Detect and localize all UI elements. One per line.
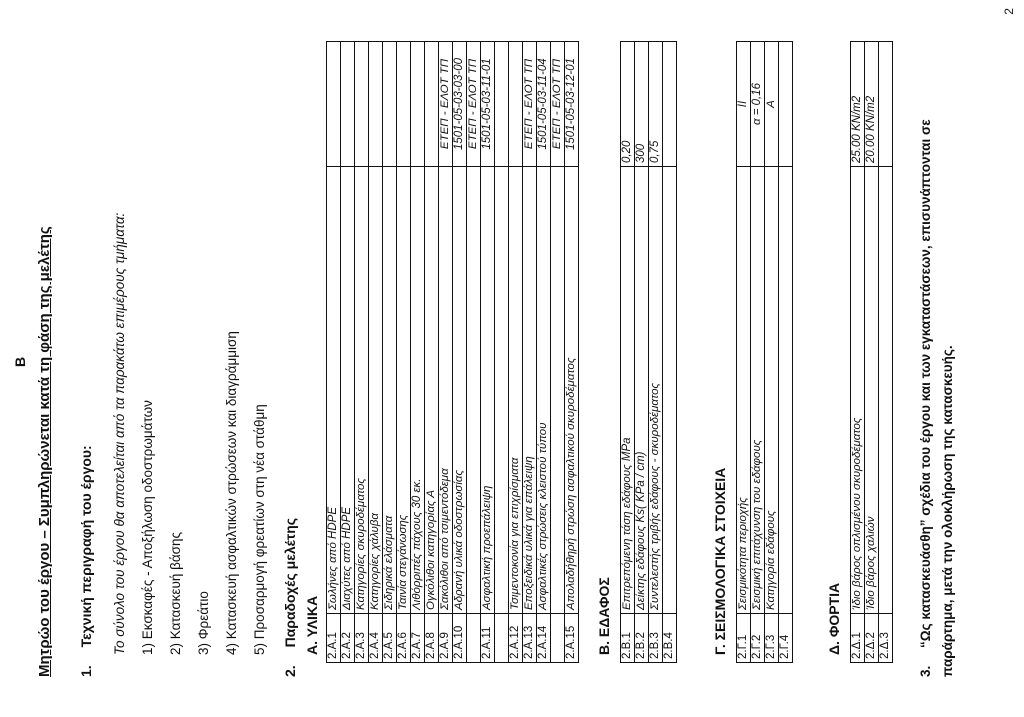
page-title: Μητρώο του έργου – Συμπληρώνεται κατά τη φάση της μελέτης <box>36 226 53 677</box>
section-3-line-1: “Ως κατασκευάσθη” σχέδια του έργου και των εγκαταστάσεων, επισυνάπτονται σε <box>918 119 933 648</box>
table-cell-val: 1501-05-03-11-04 <box>537 42 551 167</box>
materials-heading: Α. ΥΛΙΚΑ <box>304 595 320 655</box>
table-row <box>565 42 579 663</box>
table-row <box>383 42 397 663</box>
table-cell-val <box>397 42 411 167</box>
table-row <box>439 42 453 663</box>
table-row <box>481 42 495 663</box>
section-3 <box>918 119 933 677</box>
section-3-number: 3. <box>918 665 933 677</box>
table-cell-code: 2.Α.3 <box>355 614 369 663</box>
table-row <box>551 42 565 663</box>
section-1-item: 5) Προσαρμογή φρεατίων στη νέα στάθμη <box>252 404 267 655</box>
table-cell-desc: Κατηγορία εδάφους <box>765 167 779 614</box>
table-cell-code: 2.Α.2 <box>341 614 355 663</box>
table-cell-code: 2.Α.15 <box>565 614 579 663</box>
table-cell-val <box>779 42 793 167</box>
table-cell-val: α = 0,16 <box>751 42 765 167</box>
table-cell-val <box>663 42 677 167</box>
section-1-item: 1) Εκσκαφές - Αποξήλωση οδοστρωμάτων <box>140 400 155 655</box>
table-cell-code: 2.Α.9 <box>439 614 453 663</box>
section-2-heading <box>282 518 298 677</box>
table-cell-val: 20.00 KN/m2 <box>865 42 879 167</box>
loads-heading: Δ. ΦΟΡΤΙΑ <box>826 582 842 655</box>
table-cell-val <box>383 42 397 167</box>
table-cell-code: 2.Δ.3 <box>879 614 893 663</box>
table-cell-val: 25.00 KN/m2 <box>851 42 865 167</box>
table-row <box>649 42 663 663</box>
table-row <box>453 42 467 663</box>
table-cell-val: 0,20 <box>621 42 635 167</box>
table-cell-desc: Τσιμεντοκονία για επιχρίσματα <box>509 167 523 614</box>
table-cell-val <box>355 42 369 167</box>
table-cell-code: 2.Γ.4 <box>779 614 793 663</box>
table-cell-val: 1501-05-03-11-01 <box>481 42 495 167</box>
table-row <box>523 42 537 663</box>
table-row <box>635 42 649 663</box>
table-row <box>509 42 523 663</box>
table-cell-desc: Δείκτης εδάφους Ks( KPa / cm) <box>635 167 649 614</box>
table-cell-code: 2.Α.1 <box>327 614 341 663</box>
table-cell-code: 2.Α.11 <box>481 614 495 663</box>
table-cell-val <box>327 42 341 167</box>
table-cell-val <box>411 42 425 167</box>
table-cell-desc: Ίδιο βάρος οπλισμένου σκυροδέματος <box>851 167 865 614</box>
table-cell-desc: Λιθόρριπές πάχους 30 εκ. <box>411 167 425 614</box>
table-cell-val: 1501-05-03-03-00 <box>453 42 467 167</box>
table-cell-desc: Σεισμικότητα περιοχής <box>737 167 751 614</box>
table-cell-code: 2.Δ.2 <box>865 614 879 663</box>
table-cell-code <box>467 614 481 663</box>
table-cell-val <box>495 42 509 167</box>
table-cell-val: 1501-05-03-12-01 <box>565 42 579 167</box>
table-row <box>737 42 751 663</box>
table-cell-val <box>341 42 355 167</box>
table-cell-code: 2.Β.2 <box>635 614 649 663</box>
table-cell-code: 2.Α.5 <box>383 614 397 663</box>
table-cell-val <box>879 42 893 167</box>
table-row <box>425 42 439 663</box>
table-cell-code: 2.Γ.3 <box>765 614 779 663</box>
table-cell-code: 2.Α.4 <box>369 614 383 663</box>
table-cell-desc <box>551 167 565 614</box>
table-cell-val: Α <box>765 42 779 167</box>
section-1-item: 2) Κατασκευή βάσης <box>168 531 183 655</box>
table-cell-desc: Συντελεστής τριβής εδάφους - σκυροδέματος <box>649 167 663 614</box>
table-row <box>537 42 551 663</box>
seismic-heading: Γ. ΣΕΙΣΜΟΛΟΓΙΚΑ ΣΤΟΙΧΕΙΑ <box>712 467 728 655</box>
table-cell-code <box>551 614 565 663</box>
section-1-title: Τεχνική περιγραφή του έργου: <box>78 445 94 648</box>
table-row <box>467 42 481 663</box>
table-row <box>621 42 635 663</box>
table-cell-code: 2.Β.4 <box>663 614 677 663</box>
table-cell-desc: Σεισμική επιτάχυνση του εδάφους <box>751 167 765 614</box>
table-cell-desc: Ασφαλτική προεπάλειψη <box>481 167 495 614</box>
table-row <box>341 42 355 663</box>
table-cell-code: 2.Α.8 <box>425 614 439 663</box>
table-row <box>397 42 411 663</box>
table-cell-desc: Κατηγορίες σκυροδέματος <box>355 167 369 614</box>
table-row <box>327 42 341 663</box>
section-letter: B <box>12 356 28 367</box>
table-row <box>663 42 677 663</box>
section-1-intro: Το σύνολο του έργου θα αποτελείται από τα παρακάτω επιμέρους τμήματα: <box>112 212 127 655</box>
table-cell-val: II <box>737 42 751 167</box>
table-cell-val: ΕΤΕΠ - ΕΛΟΤ ΤΠ <box>439 42 453 167</box>
materials-table <box>326 41 579 663</box>
table-cell-val <box>425 42 439 167</box>
table-cell-code: 2.Γ.2 <box>751 614 765 663</box>
table-cell-desc <box>663 167 677 614</box>
table-cell-code <box>495 614 509 663</box>
table-cell-desc: Σακόλιθοι από τσιμεντόδεμα <box>439 167 453 614</box>
table-cell-desc <box>467 167 481 614</box>
table-cell-val: 300 <box>635 42 649 167</box>
soil-table <box>620 41 677 663</box>
loads-table <box>850 41 893 663</box>
page-number: 2 <box>1002 8 1016 15</box>
table-row <box>369 42 383 663</box>
table-row <box>751 42 765 663</box>
table-cell-code: 2.Β.3 <box>649 614 663 663</box>
table-row <box>411 42 425 663</box>
section-1-number: 1. <box>78 665 94 677</box>
section-3-line-2: παράρτημα, μετά την ολοκλήρωση της κατασκευής. <box>940 345 955 677</box>
table-row <box>865 42 879 663</box>
section-2-title: Παραδοχές μελέτης <box>282 517 298 648</box>
table-cell-code: 2.Γ.1 <box>737 614 751 663</box>
section-1-item: 3) Φρεάτιο <box>196 591 211 655</box>
table-cell-val: ΕΤΕΠ - ΕΛΟΤ ΤΠ <box>467 42 481 167</box>
section-2-number: 2. <box>282 665 298 677</box>
table-row <box>765 42 779 663</box>
table-row <box>879 42 893 663</box>
table-row <box>495 42 509 663</box>
section-1-item: 4) Κατασκευή ασφαλτικών στρώσεων και διαγράμμιση <box>224 331 239 655</box>
table-cell-val <box>369 42 383 167</box>
table-cell-val: ΕΤΕΠ - ΕΛΟΤ ΤΠ <box>523 42 537 167</box>
table-cell-val <box>509 42 523 167</box>
section-1-heading <box>78 445 94 677</box>
table-row <box>355 42 369 663</box>
table-cell-desc: Επιτρεπόμενη τάση εδάφους MPa <box>621 167 635 614</box>
table-cell-code: 2.Α.12 <box>509 614 523 663</box>
table-cell-desc: Απολαδήθηρή στρώση ασφαλτικού σκυροδέματος <box>565 167 579 614</box>
soil-heading: Β. ΕΔΑΦΟΣ <box>596 577 612 655</box>
table-cell-desc: Αδρανή υλικά οδοστρωσίας <box>453 167 467 614</box>
table-cell-code: 2.Α.10 <box>453 614 467 663</box>
table-cell-val: 0,75 <box>649 42 663 167</box>
table-cell-desc: Διαχύτες από HDPE <box>341 167 355 614</box>
table-cell-desc: Ταινία στεγάνωσης <box>397 167 411 614</box>
table-cell-desc: Σιδηρικά ελάσματα <box>383 167 397 614</box>
table-cell-desc <box>879 167 893 614</box>
table-cell-desc: Κατηγορίες χάλυβα <box>369 167 383 614</box>
table-cell-desc: Ογκόλιθοι κατηγορίας Α <box>425 167 439 614</box>
table-cell-code: 2.Α.6 <box>397 614 411 663</box>
table-cell-desc: Σωλήνες από HDPE <box>327 167 341 614</box>
seismic-table <box>736 41 793 663</box>
table-cell-val: ΕΤΕΠ - ΕΛΟΤ ΤΠ <box>551 42 565 167</box>
table-row <box>851 42 865 663</box>
table-cell-code: 2.Α.14 <box>537 614 551 663</box>
table-cell-code: 2.Α.7 <box>411 614 425 663</box>
table-cell-code: 2.Β.1 <box>621 614 635 663</box>
table-cell-code: 2.Α.13 <box>523 614 537 663</box>
table-cell-code: 2.Δ.1 <box>851 614 865 663</box>
table-cell-desc <box>779 167 793 614</box>
table-row <box>779 42 793 663</box>
table-cell-desc: Ασφαλτικές στρώσεις κλειστού τύπου <box>537 167 551 614</box>
table-cell-desc <box>495 167 509 614</box>
table-cell-desc: Ίδιο βάρος χαλιών <box>865 167 879 614</box>
table-cell-desc: Εποξειδικά υλικά για επάλειψη <box>523 167 537 614</box>
